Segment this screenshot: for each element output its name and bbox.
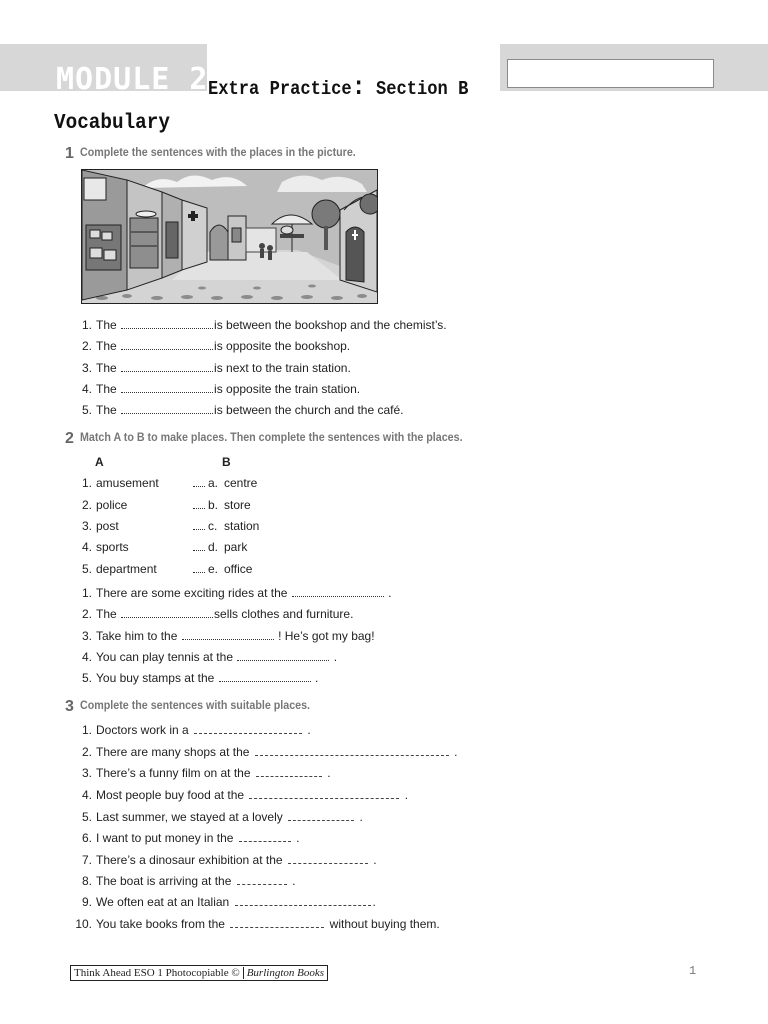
footer-publisher: Burlington Books <box>243 967 327 979</box>
ex2-sentence-5: 5. You buy stamps at the . <box>81 671 319 685</box>
footer-text: Think Ahead ESO 1 Photocopiable © <box>74 967 240 979</box>
match-blank[interactable] <box>193 475 205 487</box>
ex3-item-7: 7. There’s a dinosaur exhibition at the . <box>81 853 377 867</box>
module-title: MODULE 2 <box>56 62 209 97</box>
match-row-4: 4. sports d. park <box>81 540 248 554</box>
name-field-box <box>507 59 714 88</box>
column-a-heading: A <box>95 455 104 469</box>
match-blank[interactable] <box>193 561 205 573</box>
page-number: 1 <box>689 964 697 978</box>
answer-blank[interactable] <box>121 338 213 350</box>
exercise-2-instruction: Match A to B to make places. Then complete the sentences with the places. <box>80 432 463 444</box>
answer-blank[interactable] <box>288 809 354 821</box>
answer-blank[interactable] <box>256 765 322 777</box>
ex2-sentence-4: 4. You can play tennis at the . <box>81 650 338 664</box>
page-title-colon: : <box>351 72 366 102</box>
answer-blank[interactable] <box>237 649 329 661</box>
match-row-2: 2. police b. store <box>81 498 251 512</box>
answer-blank[interactable] <box>182 628 274 640</box>
exercise-3-instruction: Complete the sentences with suitable places. <box>80 700 311 712</box>
ex3-item-4: 4. Most people buy food at the . <box>81 788 409 802</box>
answer-blank[interactable] <box>239 830 291 842</box>
answer-blank[interactable] <box>194 722 302 734</box>
match-blank[interactable] <box>193 497 205 509</box>
answer-blank[interactable] <box>121 317 213 329</box>
ex3-item-9: 9. We often eat at an Italian . <box>81 895 376 909</box>
ex1-item-4: 4. The is opposite the train station. <box>81 382 361 396</box>
answer-blank[interactable] <box>288 852 368 864</box>
page-title-left: Extra Practice <box>208 78 352 100</box>
answer-blank[interactable] <box>255 744 449 756</box>
ex2-sentence-3: 3. Take him to the ! He’s got my bag! <box>81 629 375 643</box>
answer-blank[interactable] <box>219 670 311 682</box>
exercise-2-number: 2 <box>65 430 74 447</box>
ex3-item-3: 3. There’s a funny film on at the . <box>81 766 331 780</box>
ex3-item-8: 8. The boat is arriving at the . <box>81 874 296 888</box>
page-title <box>208 72 469 102</box>
match-row-1: 1. amusement a. centre <box>81 476 258 490</box>
column-b-heading: B <box>222 455 231 469</box>
ex3-item-10: 10. You take books from the without buying them. <box>75 917 440 931</box>
match-row-3: 3. post c. station <box>81 519 260 533</box>
answer-blank[interactable] <box>237 873 287 885</box>
exercise-1-number: 1 <box>65 145 74 162</box>
answer-blank[interactable] <box>121 360 213 372</box>
ex1-item-3: 3. The is next to the train station. <box>81 361 351 375</box>
answer-blank[interactable] <box>121 402 213 414</box>
match-blank[interactable] <box>193 539 205 551</box>
ex3-item-6: 6. I want to put money in the . <box>81 831 300 845</box>
ex1-item-2: 2. The is opposite the bookshop. <box>81 339 351 353</box>
footer-credit <box>70 965 328 981</box>
ex2-sentence-2: 2. The sells clothes and furniture. <box>81 607 354 621</box>
exercise-3-number: 3 <box>65 698 74 715</box>
answer-blank[interactable] <box>235 894 371 906</box>
answer-blank[interactable] <box>249 787 399 799</box>
section-heading: Vocabulary <box>54 112 170 135</box>
ex3-item-2: 2. There are many shops at the . <box>81 745 458 759</box>
answer-blank[interactable] <box>121 381 213 393</box>
answer-blank[interactable] <box>121 606 213 618</box>
page-title-right: Section B <box>375 78 469 100</box>
ex3-item-5: 5. Last summer, we stayed at a lovely . <box>81 810 363 824</box>
ex1-item-5: 5. The is between the church and the café. <box>81 403 404 417</box>
ex3-item-1: 1. Doctors work in a . <box>81 723 311 737</box>
street-illustration <box>81 169 378 304</box>
match-row-5: 5. department e. office <box>81 562 253 576</box>
answer-blank[interactable] <box>292 585 384 597</box>
match-blank[interactable] <box>193 518 205 530</box>
answer-blank[interactable] <box>230 916 324 928</box>
ex1-item-1: 1. The is between the bookshop and the chemist’s. <box>81 318 447 332</box>
exercise-1-instruction: Complete the sentences with the places in the picture. <box>80 147 356 159</box>
ex2-sentence-1: 1. There are some exciting rides at the . <box>81 586 392 600</box>
